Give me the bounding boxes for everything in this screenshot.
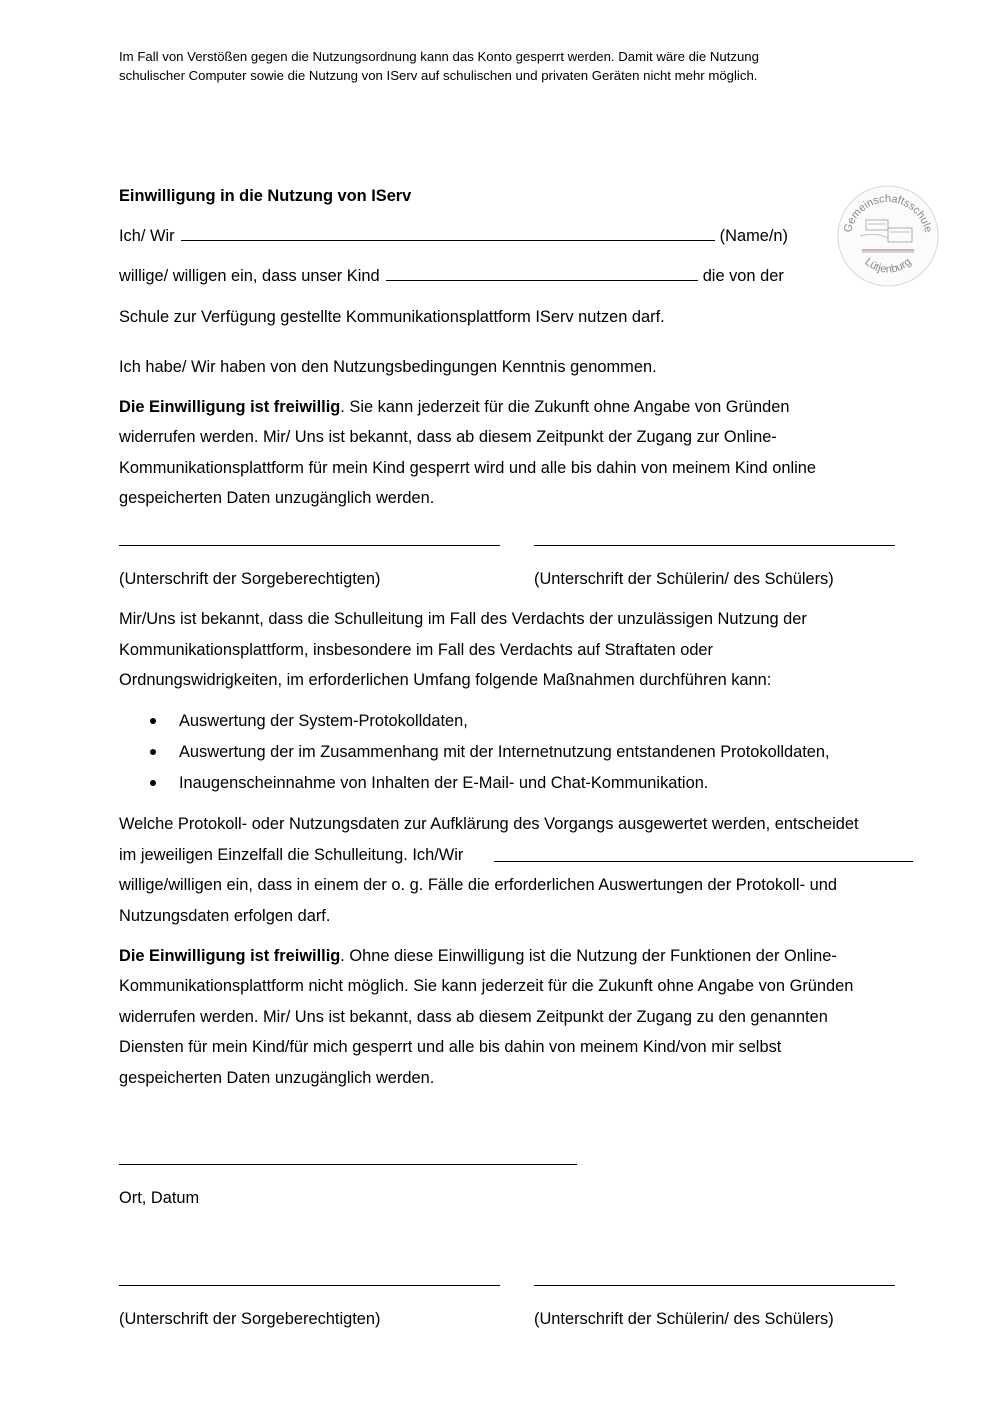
voluntary-2-line-2: Kommunikationsplattform nicht möglich. Sie kann jederzeit für die Zukunft ohne Angabe von Gründen bbox=[119, 977, 854, 995]
guardian-signature-label-1: (Unterschrift der Sorgeberechtigten) bbox=[119, 570, 381, 588]
voluntary-1-bold: Die Einwilligung ist freiwillig bbox=[119, 398, 341, 416]
evaluation-line-3: willige/willigen ein, dass in einem der o. g. Fälle die erforderlichen Auswertungen der Protokoll- und bbox=[119, 876, 837, 894]
child-line bbox=[119, 266, 784, 286]
voluntary-1-line-2: widerrufen werden. Mir/ Uns ist bekannt, dass ab diesem Zeitpunkt der Zugang zur Online- bbox=[119, 428, 777, 446]
evaluation-line-1: Welche Protokoll- oder Nutzungsdaten zur Aufklärung des Vorgangs ausgewertet werden, entscheidet bbox=[119, 815, 859, 833]
monitoring-line-1: Mir/Uns ist bekannt, dass die Schulleitung im Fall des Verdachts der unzulässigen Nutzung der bbox=[119, 610, 807, 628]
evaluation-line-4: Nutzungsdaten erfolgen darf. bbox=[119, 907, 331, 925]
voluntary-2-line-4: Diensten für mein Kind/für mich gesperrt und alle bis dahin von meinem Kind/von mir selbst bbox=[119, 1038, 782, 1056]
evaluation-name-input-line[interactable] bbox=[494, 861, 913, 862]
school-seal-logo bbox=[836, 184, 940, 288]
name-input-line[interactable] bbox=[181, 226, 715, 241]
student-signature-label-2: (Unterschrift der Schülerin/ des Schülers) bbox=[534, 1310, 834, 1328]
voluntary-2-bold: Die Einwilligung ist freiwillig bbox=[119, 947, 341, 965]
voluntary-2-line-5: gespeicherten Daten unzugänglich werden. bbox=[119, 1069, 435, 1087]
consent-title: Einwilligung in die Nutzung von IServ bbox=[119, 187, 412, 205]
bullet-icon bbox=[150, 749, 156, 755]
header-notice-line-2: schulischer Computer sowie die Nutzung von IServ auf schulischen und privaten Geräten nicht mehr möglich. bbox=[119, 68, 758, 83]
voluntary-1-line-4: gespeicherten Daten unzugänglich werden. bbox=[119, 489, 435, 507]
voluntary-1-line-3: Kommunikationsplattform für mein Kind gesperrt wird und alle bis dahin von meinem Kind online bbox=[119, 459, 816, 477]
measure-item: Auswertung der System-Protokolldaten, bbox=[179, 712, 468, 730]
student-signature-line-2[interactable] bbox=[534, 1285, 895, 1286]
header-notice-line-1: Im Fall von Verstößen gegen die Nutzungsordnung kann das Konto gesperrt werden. Damit wäre die Nutzung bbox=[119, 49, 759, 64]
measure-item: Auswertung der im Zusammenhang mit der Internetnutzung entstandenen Protokolldaten, bbox=[179, 743, 830, 761]
monitoring-line-2: Kommunikationsplattform, insbesondere im Fall des Verdachts auf Straftaten oder bbox=[119, 641, 714, 659]
voluntary-1-rest: . Sie kann jederzeit für die Zukunft ohne Angabe von Gründen bbox=[340, 398, 790, 416]
student-signature-line-1[interactable] bbox=[534, 545, 895, 546]
measure-item: Inaugenscheinnahme von Inhalten der E-Mail- und Chat-Kommunikation. bbox=[179, 774, 709, 792]
seal-top-text: Gemeinschaftsschule bbox=[841, 192, 935, 234]
child-name-input-line[interactable] bbox=[386, 266, 698, 281]
guardian-signature-label-2: (Unterschrift der Sorgeberechtigten) bbox=[119, 1310, 381, 1328]
acknowledgement: Ich habe/ Wir haben von den Nutzungsbedingungen Kenntnis genommen. bbox=[119, 358, 657, 376]
seal-bottom-text: Lütjenburg bbox=[862, 256, 914, 276]
bullet-icon bbox=[150, 718, 156, 724]
place-date-label: Ort, Datum bbox=[119, 1189, 200, 1207]
child-line-suffix: die von der bbox=[702, 267, 784, 285]
platform-line: Schule zur Verfügung gestellte Kommunikationsplattform IServ nutzen darf. bbox=[119, 308, 665, 326]
voluntary-1-line-1 bbox=[119, 397, 790, 417]
voluntary-2-line-3: widerrufen werden. Mir/ Uns ist bekannt, dass ab diesem Zeitpunkt der Zugang zu den genannten bbox=[119, 1008, 828, 1026]
evaluation-line-2-prefix: im jeweiligen Einzelfall die Schulleitung. Ich/Wir bbox=[119, 846, 464, 864]
guardian-signature-line-2[interactable] bbox=[119, 1285, 500, 1286]
evaluation-line-2 bbox=[119, 845, 463, 865]
voluntary-2-rest: . Ohne diese Einwilligung ist die Nutzung der Funktionen der Online- bbox=[340, 947, 837, 965]
bullet-icon bbox=[150, 780, 156, 786]
name-line bbox=[119, 226, 788, 246]
monitoring-line-3: Ordnungswidrigkeiten, im erforderlichen Umfang folgende Maßnahmen durchführen kann: bbox=[119, 671, 772, 689]
guardian-signature-line-1[interactable] bbox=[119, 545, 500, 546]
child-line-prefix: willige/ willigen ein, dass unser Kind bbox=[119, 267, 380, 285]
student-signature-label-1: (Unterschrift der Schülerin/ des Schülers) bbox=[534, 570, 834, 588]
name-line-suffix: (Name/n) bbox=[719, 227, 788, 245]
name-line-prefix: Ich/ Wir bbox=[119, 227, 175, 245]
place-date-input-line[interactable] bbox=[119, 1164, 577, 1165]
voluntary-2-line-1 bbox=[119, 946, 837, 966]
